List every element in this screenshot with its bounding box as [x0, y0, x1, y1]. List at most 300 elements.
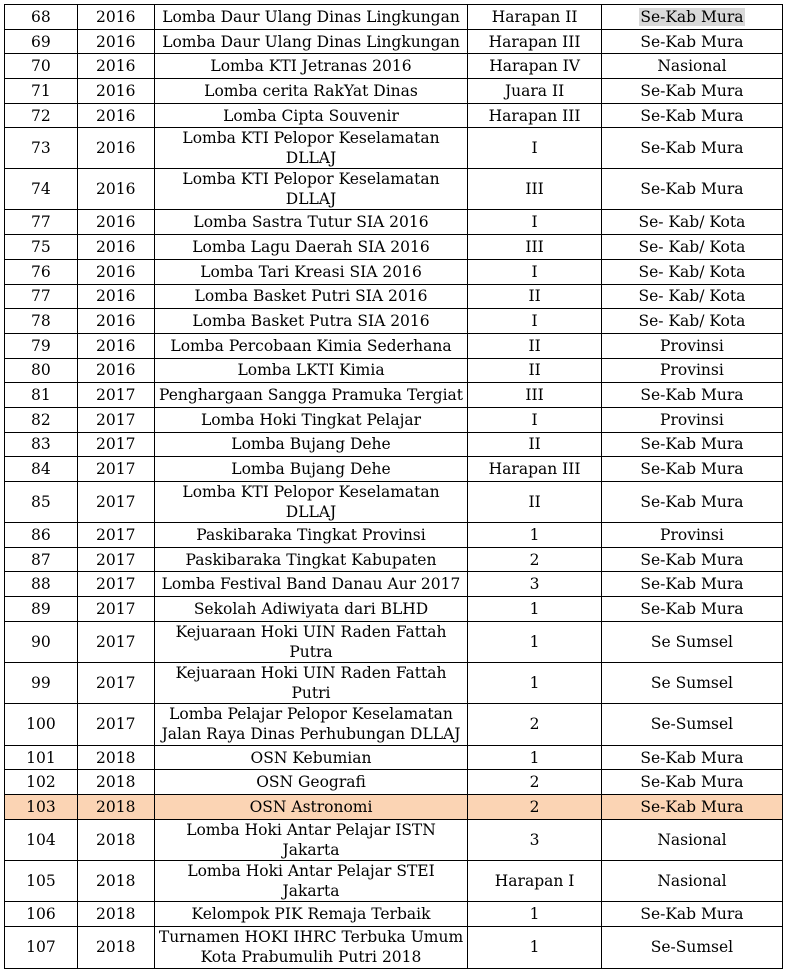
cell-rank-text: 1: [529, 673, 540, 692]
cell-level: [601, 819, 782, 860]
cell-level-text: Se- Kab/ Kota: [638, 262, 746, 281]
cell-competition-text: Lomba Bujang Dehe: [231, 435, 391, 454]
cell-rank: [468, 457, 602, 482]
cell-level: [601, 572, 782, 597]
cell-year-text: 2016: [96, 336, 136, 355]
cell-rank-text: III: [525, 180, 544, 199]
cell-level: [601, 284, 782, 309]
cell-year-text: 2017: [96, 493, 136, 511]
cell-year-text: 2016: [96, 180, 136, 199]
cell-competition-text: Kejuaraan Hoki UIN Raden Fattah Putri: [175, 663, 447, 702]
cell-year: [77, 79, 154, 104]
cell-level-text: Provinsi: [660, 525, 724, 544]
cell-number: [5, 79, 78, 104]
cell-level: [601, 795, 782, 820]
cell-level-text: Se- Kab/ Kota: [638, 312, 746, 331]
cell-year: [77, 235, 154, 260]
cell-number-text: 103: [26, 797, 56, 816]
cell-number: [5, 745, 78, 770]
cell-number: [5, 103, 78, 128]
cell-level-text: Se-Kab Mura: [640, 904, 744, 923]
cell-level-text: Se Sumsel: [650, 632, 733, 651]
table-row: [5, 621, 783, 662]
cell-level-text: Se- Kab/ Kota: [638, 213, 746, 232]
cell-competition-text-line2: Jalan Raya Dinas Perhubungan DLLAJ: [161, 725, 461, 744]
cell-year: [77, 547, 154, 572]
cell-rank: [468, 383, 602, 408]
cell-number: [5, 333, 78, 358]
table-row: [5, 662, 783, 703]
cell-level: [601, 407, 782, 432]
cell-level: [601, 926, 782, 968]
cell-year: [77, 819, 154, 860]
cell-level-text: Se-Kab Mura: [640, 599, 744, 618]
cell-competition-text: Paskibaraka Tingkat Kabupaten: [185, 550, 437, 569]
cell-number-text: 83: [31, 435, 51, 454]
cell-rank-text: 3: [529, 830, 540, 849]
cell-number-text: 99: [31, 673, 51, 692]
cell-number-text: 100: [26, 715, 56, 733]
cell-rank-text: Harapan II: [491, 7, 578, 26]
cell-competition: [154, 103, 468, 128]
cell-competition-text: Lomba Pelajar Pelopor Keselamatan: [169, 704, 453, 723]
cell-year: [77, 523, 154, 548]
cell-competition-text: Lomba Daur Ulang Dinas Lingkungan: [162, 7, 460, 26]
cell-level-text: Se-Kab Mura: [640, 575, 744, 594]
cell-rank-text: 2: [529, 550, 540, 569]
cell-number: [5, 54, 78, 79]
cell-number: [5, 547, 78, 572]
cell-year: [77, 358, 154, 383]
cell-competition-text: Lomba Daur Ulang Dinas Lingkungan: [162, 32, 460, 51]
cell-competition: [154, 926, 468, 968]
cell-competition-text: Lomba Basket Putra SIA 2016: [192, 312, 430, 331]
table-row: [5, 29, 783, 54]
cell-year-text: 2018: [96, 830, 136, 849]
cell-year-text: 2017: [96, 525, 136, 544]
cell-level-text: Provinsi: [660, 361, 724, 380]
cell-year: [77, 333, 154, 358]
cell-competition-text: OSN Astronomi: [249, 797, 373, 816]
table-row: [5, 860, 783, 901]
cell-rank-text: Harapan IV: [489, 57, 580, 76]
cell-year-text: 2016: [96, 106, 136, 125]
cell-level: [601, 103, 782, 128]
cell-year: [77, 210, 154, 235]
cell-rank-text: II: [528, 493, 541, 511]
table-row: [5, 259, 783, 284]
cell-level: [601, 482, 782, 523]
cell-number: [5, 482, 78, 523]
cell-level-text: Se-Kab Mura: [640, 81, 744, 100]
cell-rank: [468, 5, 602, 30]
cell-competition: [154, 901, 468, 926]
cell-level: [601, 210, 782, 235]
cell-number: [5, 383, 78, 408]
cell-level: [601, 432, 782, 457]
cell-competition-text: Lomba Bujang Dehe: [231, 460, 391, 479]
cell-level: [601, 597, 782, 622]
cell-level-text: Nasional: [657, 57, 727, 76]
cell-competition: [154, 235, 468, 260]
cell-year: [77, 284, 154, 309]
cell-level: [601, 5, 782, 30]
cell-rank-text: I: [531, 312, 538, 331]
cell-year: [77, 662, 154, 703]
cell-year: [77, 745, 154, 770]
cell-competition: [154, 358, 468, 383]
cell-level-text: Se-Kab Mura: [640, 773, 744, 792]
cell-level: [601, 259, 782, 284]
cell-year-text: 2017: [96, 632, 136, 651]
cell-year: [77, 901, 154, 926]
table-row: [5, 457, 783, 482]
table-row: [5, 210, 783, 235]
cell-competition: [154, 169, 468, 210]
achievements-table: [4, 4, 783, 969]
cell-number-text: 71: [31, 81, 51, 100]
table-row: [5, 309, 783, 334]
table-row: [5, 547, 783, 572]
cell-number-text: 82: [31, 410, 51, 429]
cell-level-text: Se-Kab Mura: [640, 180, 744, 199]
cell-year-text: 2016: [96, 213, 136, 232]
cell-number: [5, 284, 78, 309]
cell-competition: [154, 309, 468, 334]
cell-rank-text: 1: [529, 904, 540, 923]
cell-level: [601, 547, 782, 572]
cell-level: [601, 745, 782, 770]
cell-rank: [468, 235, 602, 260]
table-row: [5, 795, 783, 820]
cell-year: [77, 621, 154, 662]
cell-rank: [468, 860, 602, 901]
cell-year-text: 2016: [96, 57, 136, 76]
cell-number: [5, 457, 78, 482]
cell-number-text: 80: [31, 361, 51, 380]
cell-level-text: Nasional: [657, 830, 727, 849]
cell-competition-text: Lomba KTI Jetranas 2016: [210, 57, 412, 76]
cell-rank: [468, 29, 602, 54]
table-row: [5, 482, 783, 523]
cell-rank: [468, 259, 602, 284]
cell-rank-text: II: [528, 361, 541, 380]
cell-year: [77, 383, 154, 408]
cell-number: [5, 523, 78, 548]
cell-number-text: 72: [31, 106, 51, 125]
cell-number-text: 87: [31, 550, 51, 569]
cell-number: [5, 926, 78, 968]
cell-number-text: 76: [31, 262, 51, 281]
cell-year: [77, 103, 154, 128]
cell-number-text: 88: [31, 575, 51, 594]
cell-competition: [154, 703, 468, 745]
cell-rank-text: Harapan III: [488, 32, 581, 51]
cell-level: [601, 333, 782, 358]
cell-competition-text: OSN Kebumian: [250, 748, 372, 767]
cell-competition: [154, 128, 468, 169]
cell-number: [5, 432, 78, 457]
cell-number-text: 74: [31, 180, 51, 199]
cell-rank: [468, 169, 602, 210]
cell-level: [601, 770, 782, 795]
cell-rank-text: 1: [529, 748, 540, 767]
cell-number: [5, 309, 78, 334]
cell-level-text: Se-Kab Mura: [640, 797, 744, 816]
cell-level: [601, 54, 782, 79]
cell-competition-text: Lomba Cipta Souvenir: [223, 106, 399, 125]
cell-year-text: 2017: [96, 575, 136, 594]
cell-level-text: Se- Kab/ Kota: [638, 237, 746, 256]
cell-level-text: Se- Kab/ Kota: [638, 287, 746, 306]
cell-number-text: 86: [31, 525, 51, 544]
cell-level: [601, 358, 782, 383]
cell-number-text: 105: [26, 871, 56, 890]
cell-number: [5, 5, 78, 30]
table-row: [5, 901, 783, 926]
cell-rank: [468, 309, 602, 334]
cell-competition: [154, 29, 468, 54]
cell-year-text: 2016: [96, 287, 136, 306]
cell-number: [5, 901, 78, 926]
cell-year: [77, 29, 154, 54]
cell-competition-text: Lomba Festival Band Danau Aur 2017: [161, 575, 461, 594]
cell-competition-text: Sekolah Adiwiyata dari BLHD: [193, 599, 429, 618]
cell-rank: [468, 795, 602, 820]
cell-year-text: 2016: [96, 7, 136, 26]
cell-level-text: Se-Kab Mura: [640, 460, 744, 479]
cell-rank: [468, 128, 602, 169]
cell-level-text: Se-Kab Mura: [640, 139, 744, 158]
cell-rank: [468, 482, 602, 523]
cell-number: [5, 572, 78, 597]
cell-competition-text: Paskibaraka Tingkat Provinsi: [196, 525, 426, 544]
cell-number: [5, 662, 78, 703]
cell-competition: [154, 457, 468, 482]
cell-number-text: 78: [31, 312, 51, 331]
cell-rank: [468, 407, 602, 432]
cell-level: [601, 901, 782, 926]
cell-competition-text: Lomba Lagu Daerah SIA 2016: [192, 237, 430, 256]
cell-competition-text-line2: Kota Prabumulih Putri 2018: [200, 948, 422, 966]
cell-competition: [154, 284, 468, 309]
cell-number: [5, 621, 78, 662]
cell-level-text: Se-Kab Mura: [640, 550, 744, 569]
cell-year-text: 2017: [96, 460, 136, 479]
cell-year: [77, 128, 154, 169]
cell-year-text: 2017: [96, 599, 136, 618]
cell-rank-text: III: [525, 386, 544, 405]
cell-number-text: 77: [31, 287, 51, 306]
cell-rank: [468, 926, 602, 968]
cell-year: [77, 860, 154, 901]
cell-rank-text: II: [528, 336, 541, 355]
table-row: [5, 819, 783, 860]
cell-level: [601, 79, 782, 104]
table-row: [5, 358, 783, 383]
cell-level: [601, 621, 782, 662]
cell-rank: [468, 703, 602, 745]
cell-year: [77, 703, 154, 745]
cell-year: [77, 54, 154, 79]
cell-number-text: 75: [31, 237, 51, 256]
cell-rank: [468, 79, 602, 104]
cell-rank: [468, 572, 602, 597]
cell-year-text: 2018: [96, 797, 136, 816]
cell-level: [601, 128, 782, 169]
cell-competition: [154, 597, 468, 622]
cell-number: [5, 860, 78, 901]
cell-level-text: Provinsi: [660, 336, 724, 355]
cell-number-text: 73: [31, 139, 51, 158]
table-row: [5, 128, 783, 169]
cell-rank: [468, 547, 602, 572]
cell-year: [77, 926, 154, 968]
cell-competition: [154, 819, 468, 860]
cell-rank-text: 1: [529, 632, 540, 651]
cell-rank-text: I: [531, 262, 538, 281]
cell-number: [5, 703, 78, 745]
cell-year-text: 2018: [96, 773, 136, 792]
cell-year-text: 2016: [96, 237, 136, 256]
cell-level-text: Se Sumsel: [650, 673, 733, 692]
cell-number-text: 77: [31, 213, 51, 232]
cell-year-text: 2017: [96, 410, 136, 429]
cell-year: [77, 259, 154, 284]
cell-year-text: 2016: [96, 32, 136, 51]
cell-rank: [468, 432, 602, 457]
cell-competition: [154, 745, 468, 770]
table-row: [5, 745, 783, 770]
table-row: [5, 383, 783, 408]
cell-rank: [468, 210, 602, 235]
cell-number-text: 84: [31, 460, 51, 479]
cell-level: [601, 523, 782, 548]
cell-competition-text: OSN Geografi: [256, 773, 366, 792]
cell-competition-text: Lomba LKTI Kimia: [237, 361, 385, 380]
cell-year-text: 2017: [96, 386, 136, 405]
cell-year-text: 2017: [96, 673, 136, 692]
cell-rank: [468, 901, 602, 926]
cell-level: [601, 235, 782, 260]
cell-level-text: Se-Kab Mura: [640, 493, 744, 511]
cell-year-text: 2018: [96, 904, 136, 923]
table-row: [5, 926, 783, 968]
cell-competition-text: Lomba KTI Pelopor Keselamatan DLLAJ: [182, 170, 440, 209]
cell-year-text: 2018: [96, 937, 136, 956]
cell-rank: [468, 54, 602, 79]
cell-number-text: 68: [31, 7, 51, 26]
cell-rank-text: I: [531, 410, 538, 429]
cell-competition-text: Turnamen HOKI IHRC Terbuka Umum: [158, 927, 464, 946]
cell-rank-text: 2: [529, 797, 540, 816]
table-row: [5, 523, 783, 548]
cell-competition-text: Lomba Hoki Tingkat Pelajar: [200, 410, 422, 429]
cell-competition: [154, 383, 468, 408]
cell-competition-text: Lomba Sastra Tutur SIA 2016: [193, 213, 429, 232]
cell-competition: [154, 259, 468, 284]
cell-competition-text: Lomba cerita RakYat Dinas: [204, 81, 418, 100]
cell-rank-text: I: [531, 213, 538, 232]
cell-number: [5, 259, 78, 284]
table-row: [5, 235, 783, 260]
table-row: [5, 5, 783, 30]
cell-year-text: 2017: [96, 435, 136, 454]
cell-year: [77, 169, 154, 210]
cell-competition-text: Penghargaan Sangga Pramuka Tergiat: [159, 386, 464, 405]
cell-rank: [468, 358, 602, 383]
cell-competition: [154, 621, 468, 662]
cell-competition: [154, 210, 468, 235]
cell-competition: [154, 333, 468, 358]
cell-competition: [154, 407, 468, 432]
cell-rank-text: Harapan III: [488, 460, 581, 479]
table-row: [5, 284, 783, 309]
table-row: [5, 169, 783, 210]
cell-rank: [468, 621, 602, 662]
cell-number-text: 81: [31, 386, 51, 405]
cell-rank: [468, 662, 602, 703]
cell-competition: [154, 482, 468, 523]
cell-number: [5, 407, 78, 432]
cell-number: [5, 770, 78, 795]
cell-rank: [468, 103, 602, 128]
cell-rank-text: 3: [529, 575, 540, 594]
cell-competition: [154, 662, 468, 703]
cell-number: [5, 210, 78, 235]
cell-level-text: Nasional: [657, 871, 727, 890]
cell-level-text: Se-Kab Mura: [640, 435, 744, 454]
cell-year: [77, 5, 154, 30]
cell-level-text: Se-Sumsel: [650, 715, 734, 733]
cell-year-text: 2016: [96, 262, 136, 281]
cell-level: [601, 703, 782, 745]
cell-number: [5, 169, 78, 210]
cell-year-text: 2016: [96, 81, 136, 100]
cell-competition-text: Lomba Hoki Antar Pelajar ISTN Jakarta: [186, 820, 436, 859]
cell-year-text: 2017: [96, 715, 136, 733]
cell-competition-text: Kejuaraan Hoki UIN Raden Fattah Putra: [175, 622, 447, 661]
cell-competition: [154, 795, 468, 820]
cell-competition: [154, 523, 468, 548]
cell-year: [77, 597, 154, 622]
cell-number-text: 104: [26, 830, 56, 849]
cell-rank-text: 1: [529, 599, 540, 618]
cell-year-text: 2016: [96, 139, 136, 158]
table-row: [5, 407, 783, 432]
cell-year: [77, 770, 154, 795]
cell-number-text: 101: [26, 748, 56, 767]
cell-rank-text: 1: [529, 937, 540, 956]
cell-year: [77, 482, 154, 523]
cell-rank: [468, 597, 602, 622]
table-row: [5, 54, 783, 79]
table-row: [5, 333, 783, 358]
cell-rank: [468, 523, 602, 548]
cell-number-text: 69: [31, 32, 51, 51]
table-row: [5, 703, 783, 745]
table-row: [5, 103, 783, 128]
cell-year-text: 2018: [96, 871, 136, 890]
cell-rank-text: Harapan III: [488, 106, 581, 125]
cell-level: [601, 860, 782, 901]
cell-number-text: 89: [31, 599, 51, 618]
cell-number-text: 102: [26, 773, 56, 792]
cell-competition: [154, 770, 468, 795]
cell-rank-text: 2: [529, 773, 540, 792]
cell-competition-text: Lomba Hoki Antar Pelajar STEI Jakarta: [187, 861, 435, 900]
cell-level: [601, 309, 782, 334]
